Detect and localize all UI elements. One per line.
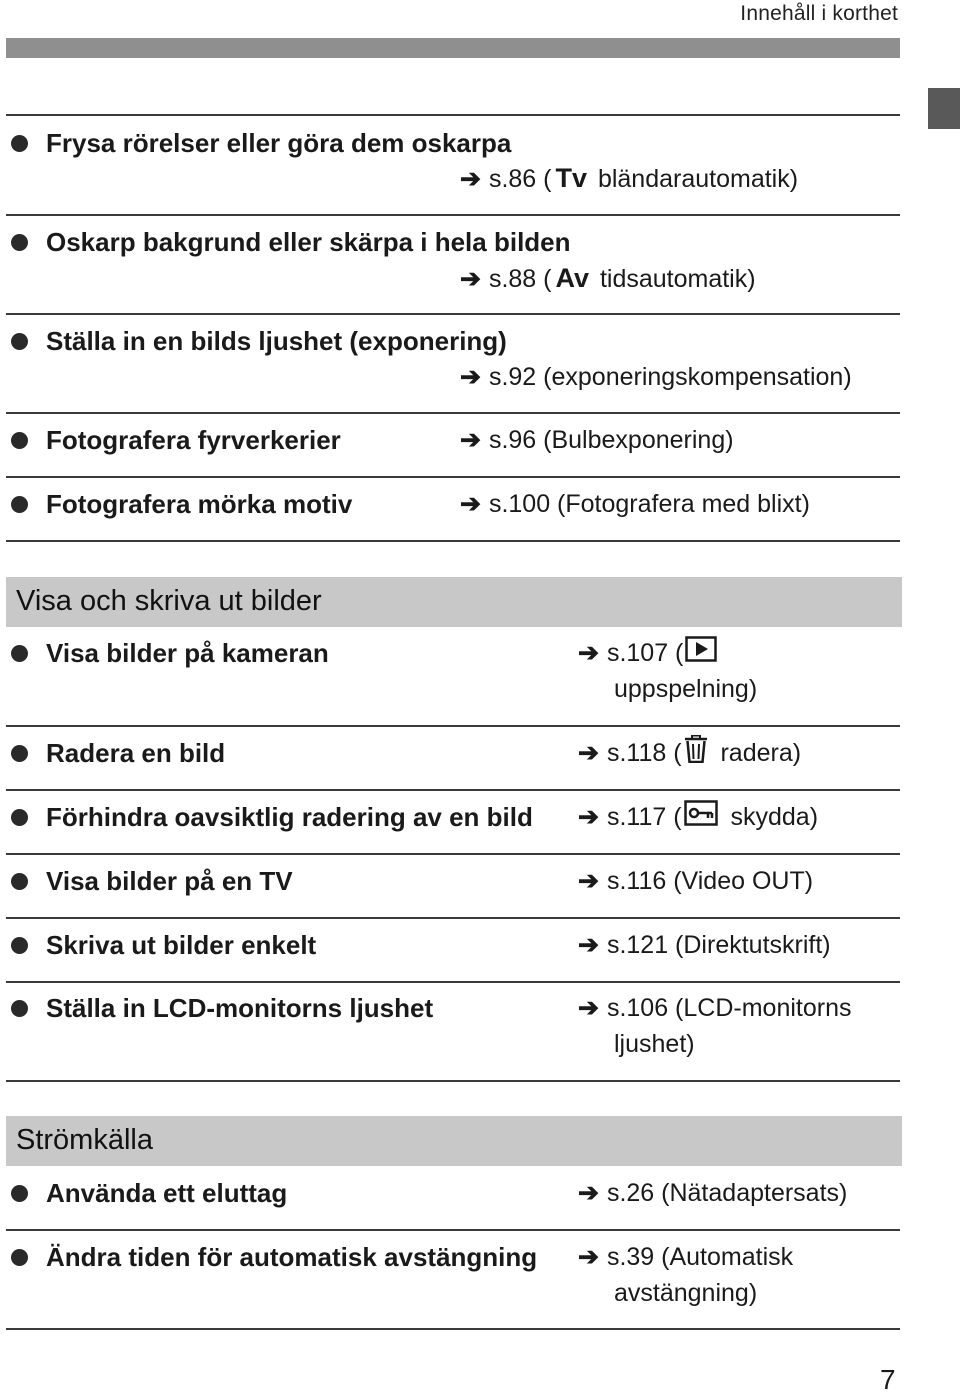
page-reference: ➔ s.118 ( radera) [578,735,801,773]
arrow-icon: ➔ [460,490,481,518]
section-header [6,577,902,627]
page-number: 7 [880,1364,896,1395]
arrow-icon: ➔ [578,1179,599,1207]
page-reference: ➔ s.117 ( skydda) [578,799,818,836]
bullet [11,234,28,251]
page-reference: ➔ s.92 (exponeringskompensation) [460,363,852,391]
key-icon [684,800,718,836]
bullet [11,135,28,152]
arrow-icon: ➔ [578,739,599,767]
divider [6,1080,900,1082]
bullet [11,1249,28,1266]
playback-icon [685,636,717,672]
item-label: Ändra tiden för automatisk avstängning [46,1242,538,1272]
item-label: Förhindra oavsiktlig radering av en bild [46,802,533,832]
page-reference: ➔ s.88 ( Av tidsautomatik) [460,263,756,293]
page-reference: ➔ s.26 (Nätadaptersats) [578,1179,848,1207]
divider [6,214,900,216]
divider [6,412,900,414]
page-reference: ➔ s.116 (Video OUT) [578,867,814,895]
bullet [11,745,28,762]
item-label: Ställa in en bilds ljushet (exponering) [46,326,507,356]
bullet [11,496,28,513]
bullet [11,1185,28,1202]
divider [6,853,900,855]
page-reference-continued: avstängning) [614,1279,758,1307]
divider [6,1229,900,1231]
bullet [11,432,28,449]
item-label: Fotografera mörka motiv [46,489,353,519]
item-label: Ställa in LCD-monitorns ljushet [46,993,434,1023]
arrow-icon: ➔ [578,803,599,831]
divider [6,789,900,791]
item-label: Radera en bild [46,738,226,768]
page-reference: ➔ s.96 (Bulbexponering) [460,426,734,454]
chapter-tab [928,88,960,129]
divider [6,1328,900,1330]
bullet [11,333,28,350]
arrow-icon: ➔ [460,363,481,391]
divider [6,114,900,116]
item-label: Visa bilder på en TV [46,866,293,896]
item-label: Använda ett eluttag [46,1178,288,1208]
page-reference: ➔ s.100 (Fotografera med blixt) [460,490,810,518]
arrow-icon: ➔ [578,1243,599,1271]
arrow-icon: ➔ [460,426,481,454]
page-reference: ➔ s.86 ( Tv bländarautomatik) [460,163,799,193]
section-title: Strömkälla [16,1124,153,1156]
bullet [11,809,28,826]
running-header: Innehåll i korthet [740,2,898,25]
divider [6,981,900,983]
page-reference: ➔ s.107 ( [578,635,723,672]
divider [6,313,900,315]
tv-mode-icon: Tv [555,163,587,193]
item-label: Frysa rörelser eller göra dem oskarpa [46,128,512,158]
section-header [6,1116,902,1166]
page-reference: ➔ s.39 (Automatisk [578,1243,794,1271]
bullet [11,937,28,954]
divider [6,725,900,727]
av-mode-icon: Av [555,263,589,293]
page-reference-continued: ljushet) [614,1030,695,1058]
arrow-icon: ➔ [578,931,599,959]
divider [6,476,900,478]
item-label: Visa bilder på kameran [46,638,329,668]
arrow-icon: ➔ [460,165,481,193]
bullet [11,1000,28,1017]
divider [6,540,900,542]
header-rule [6,38,900,58]
page-reference: ➔ s.106 (LCD-monitorns [578,994,852,1022]
divider [6,917,900,919]
section-title: Visa och skriva ut bilder [16,585,322,617]
item-label: Fotografera fyrverkerier [46,425,341,455]
bullet [11,645,28,662]
item-label: Oskarp bakgrund eller skärpa i hela bilden [46,227,571,257]
item-label: Skriva ut bilder enkelt [46,930,317,960]
arrow-icon: ➔ [578,867,599,895]
arrow-icon: ➔ [578,994,599,1022]
arrow-icon: ➔ [460,265,481,293]
bullet [11,873,28,890]
trash-icon [684,735,708,773]
arrow-icon: ➔ [578,639,599,667]
page-reference: ➔ s.121 (Direktutskrift) [578,931,831,959]
page-reference-continued: uppspelning) [614,675,758,703]
